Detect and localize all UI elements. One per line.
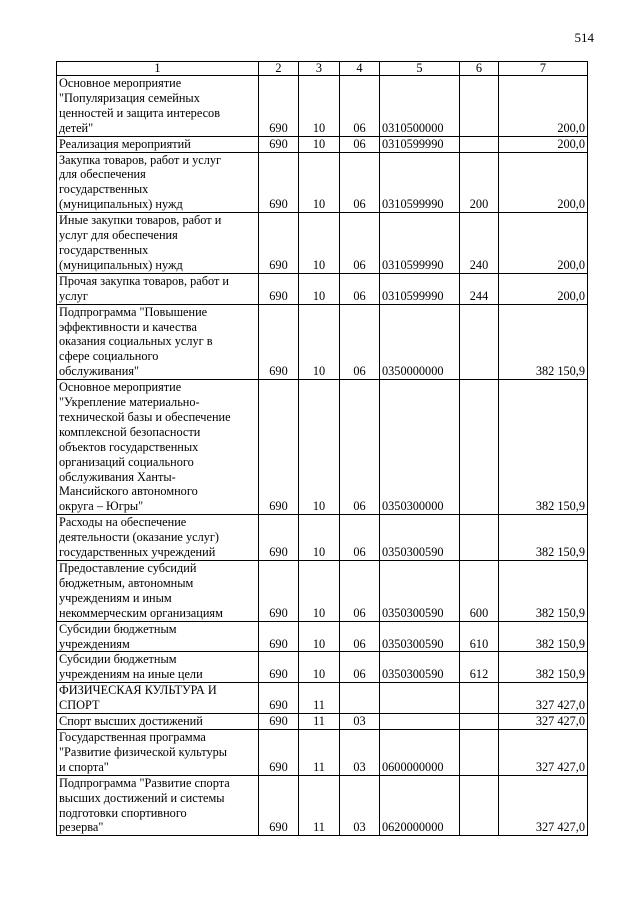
header-cell-5: 5 xyxy=(380,62,460,76)
ministry-code-cell: 690 xyxy=(259,152,299,213)
table-row xyxy=(57,621,588,652)
table-row xyxy=(57,136,588,152)
header-cell-6: 6 xyxy=(460,62,499,76)
table-row xyxy=(57,304,588,380)
header-row xyxy=(57,62,588,76)
target-article-cell: 0350300590 xyxy=(380,652,460,683)
header-cell-1: 1 xyxy=(57,62,259,76)
target-article-cell: 0350300590 xyxy=(380,561,460,622)
amount-cell: 382 150,9 xyxy=(499,515,588,561)
target-article-cell: 0600000000 xyxy=(380,729,460,775)
table-body xyxy=(57,76,588,836)
table-row xyxy=(57,652,588,683)
section-code-cell: 11 xyxy=(299,775,340,836)
target-article-cell: 0310599990 xyxy=(380,152,460,213)
amount-cell: 327 427,0 xyxy=(499,683,588,714)
ministry-code-cell: 690 xyxy=(259,652,299,683)
subsection-code-cell xyxy=(340,683,380,714)
item-name-cell: ФИЗИЧЕСКАЯ КУЛЬТУРА И СПОРТ xyxy=(57,683,259,714)
item-name-cell: Предоставление субсидий бюджетным, автономным учреждениям и иным некоммерческим организациям xyxy=(57,561,259,622)
expense-type-cell xyxy=(460,683,499,714)
subsection-code-cell: 06 xyxy=(340,213,380,274)
expense-type-cell xyxy=(460,76,499,137)
table-row xyxy=(57,515,588,561)
page-number: 514 xyxy=(574,30,594,45)
subsection-code-cell: 06 xyxy=(340,515,380,561)
amount-cell: 382 150,9 xyxy=(499,652,588,683)
item-name-cell: Субсидии бюджетным учреждениям xyxy=(57,621,259,652)
target-article-cell: 0620000000 xyxy=(380,775,460,836)
ministry-code-cell: 690 xyxy=(259,380,299,515)
section-code-cell: 10 xyxy=(299,273,340,304)
amount-cell: 200,0 xyxy=(499,136,588,152)
ministry-code-cell: 690 xyxy=(259,683,299,714)
table-row xyxy=(57,152,588,213)
ministry-code-cell: 690 xyxy=(259,76,299,137)
amount-cell: 200,0 xyxy=(499,76,588,137)
item-name-cell: Спорт высших достижений xyxy=(57,714,259,730)
expense-type-cell: 600 xyxy=(460,561,499,622)
expense-type-cell xyxy=(460,714,499,730)
expense-type-cell xyxy=(460,775,499,836)
subsection-code-cell: 03 xyxy=(340,729,380,775)
item-name-cell: Субсидии бюджетным учреждениям на иные цели xyxy=(57,652,259,683)
table-row xyxy=(57,380,588,515)
section-code-cell: 11 xyxy=(299,729,340,775)
target-article-cell: 0350300590 xyxy=(380,621,460,652)
target-article-cell xyxy=(380,683,460,714)
subsection-code-cell: 06 xyxy=(340,304,380,380)
subsection-code-cell: 06 xyxy=(340,136,380,152)
ministry-code-cell: 690 xyxy=(259,729,299,775)
table-row xyxy=(57,561,588,622)
expense-type-cell xyxy=(460,515,499,561)
target-article-cell: 0310500000 xyxy=(380,76,460,137)
target-article-cell: 0310599990 xyxy=(380,136,460,152)
subsection-code-cell: 06 xyxy=(340,273,380,304)
section-code-cell: 11 xyxy=(299,714,340,730)
table-row xyxy=(57,273,588,304)
section-code-cell: 10 xyxy=(299,621,340,652)
ministry-code-cell: 690 xyxy=(259,273,299,304)
expense-type-cell: 612 xyxy=(460,652,499,683)
amount-cell: 327 427,0 xyxy=(499,714,588,730)
target-article-cell: 0310599990 xyxy=(380,273,460,304)
table-row xyxy=(57,729,588,775)
amount-cell: 382 150,9 xyxy=(499,380,588,515)
expense-type-cell: 200 xyxy=(460,152,499,213)
ministry-code-cell: 690 xyxy=(259,515,299,561)
target-article-cell xyxy=(380,714,460,730)
item-name-cell: Прочая закупка товаров, работ и услуг xyxy=(57,273,259,304)
table-row xyxy=(57,714,588,730)
amount-cell: 327 427,0 xyxy=(499,729,588,775)
expense-type-cell xyxy=(460,304,499,380)
item-name-cell: Закупка товаров, работ и услуг для обеспечения государственных (муниципальных) нужд xyxy=(57,152,259,213)
ministry-code-cell: 690 xyxy=(259,213,299,274)
section-code-cell: 10 xyxy=(299,152,340,213)
subsection-code-cell: 06 xyxy=(340,380,380,515)
item-name-cell: Основное мероприятие "Популяризация семейных ценностей и защита интересов детей" xyxy=(57,76,259,137)
amount-cell: 382 150,9 xyxy=(499,621,588,652)
header-cell-7: 7 xyxy=(499,62,588,76)
expense-type-cell: 610 xyxy=(460,621,499,652)
expense-type-cell: 240 xyxy=(460,213,499,274)
target-article-cell: 0350300590 xyxy=(380,515,460,561)
header-cell-2: 2 xyxy=(259,62,299,76)
section-code-cell: 10 xyxy=(299,561,340,622)
item-name-cell: Расходы на обеспечение деятельности (оказание услуг) государственных учреждений xyxy=(57,515,259,561)
subsection-code-cell: 06 xyxy=(340,652,380,683)
subsection-code-cell: 06 xyxy=(340,152,380,213)
amount-cell: 200,0 xyxy=(499,152,588,213)
item-name-cell: Государственная программа "Развитие физической культуры и спорта" xyxy=(57,729,259,775)
item-name-cell: Основное мероприятие "Укрепление материально- технической базы и обеспечение комплексной безопасности объектов государственных организаций социального обслуживания Ханты- Мансийского автономного округа – Югры" xyxy=(57,380,259,515)
subsection-code-cell: 03 xyxy=(340,775,380,836)
section-code-cell: 10 xyxy=(299,304,340,380)
header-cell-3: 3 xyxy=(299,62,340,76)
expense-type-cell xyxy=(460,380,499,515)
subsection-code-cell: 03 xyxy=(340,714,380,730)
section-code-cell: 11 xyxy=(299,683,340,714)
section-code-cell: 10 xyxy=(299,136,340,152)
section-code-cell: 10 xyxy=(299,515,340,561)
expense-type-cell xyxy=(460,136,499,152)
table-row xyxy=(57,76,588,137)
amount-cell: 382 150,9 xyxy=(499,304,588,380)
target-article-cell: 0350300000 xyxy=(380,380,460,515)
item-name-cell: Реализация мероприятий xyxy=(57,136,259,152)
table-header xyxy=(57,62,588,76)
ministry-code-cell: 690 xyxy=(259,621,299,652)
amount-cell: 200,0 xyxy=(499,213,588,274)
expense-type-cell xyxy=(460,729,499,775)
section-code-cell: 10 xyxy=(299,380,340,515)
ministry-code-cell: 690 xyxy=(259,304,299,380)
table-row xyxy=(57,775,588,836)
table-row xyxy=(57,213,588,274)
subsection-code-cell: 06 xyxy=(340,561,380,622)
section-code-cell: 10 xyxy=(299,652,340,683)
ministry-code-cell: 690 xyxy=(259,561,299,622)
expense-type-cell: 244 xyxy=(460,273,499,304)
amount-cell: 327 427,0 xyxy=(499,775,588,836)
header-cell-4: 4 xyxy=(340,62,380,76)
subsection-code-cell: 06 xyxy=(340,621,380,652)
section-code-cell: 10 xyxy=(299,76,340,137)
subsection-code-cell: 06 xyxy=(340,76,380,137)
item-name-cell: Подпрограмма "Развитие спорта высших достижений и системы подготовки спортивного резерва" xyxy=(57,775,259,836)
amount-cell: 382 150,9 xyxy=(499,561,588,622)
item-name-cell: Иные закупки товаров, работ и услуг для обеспечения государственных (муниципальных) нужд xyxy=(57,213,259,274)
ministry-code-cell: 690 xyxy=(259,136,299,152)
target-article-cell: 0310599990 xyxy=(380,213,460,274)
ministry-code-cell: 690 xyxy=(259,775,299,836)
section-code-cell: 10 xyxy=(299,213,340,274)
amount-cell: 200,0 xyxy=(499,273,588,304)
budget-table xyxy=(56,61,588,836)
table-row xyxy=(57,683,588,714)
ministry-code-cell: 690 xyxy=(259,714,299,730)
item-name-cell: Подпрограмма "Повышение эффективности и качества оказания социальных услуг в сфере социального обслуживания" xyxy=(57,304,259,380)
target-article-cell: 0350000000 xyxy=(380,304,460,380)
